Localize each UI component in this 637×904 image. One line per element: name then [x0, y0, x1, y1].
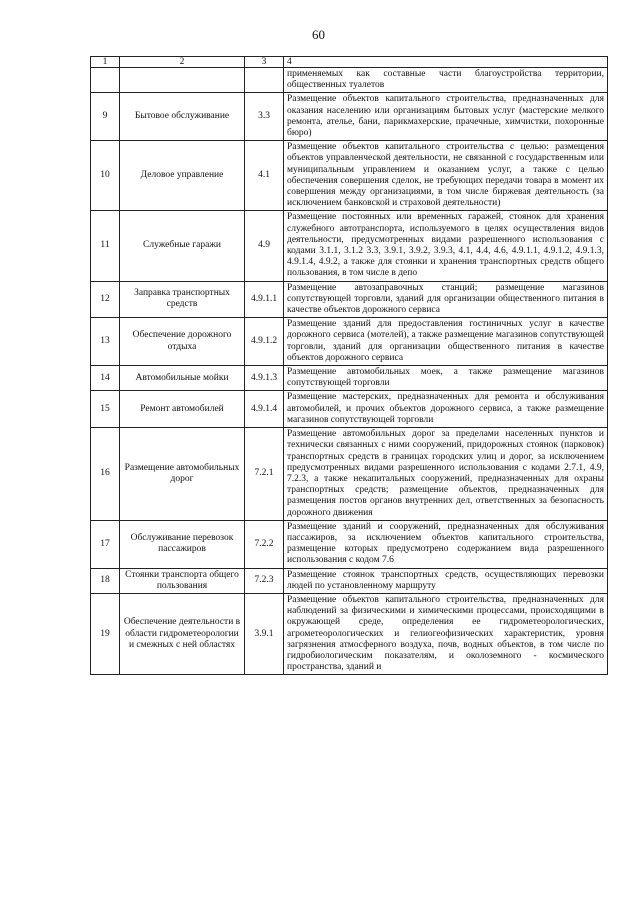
row-use-description: применяемых как составные части благоустройства территории, общественных туалетов	[284, 68, 608, 93]
row-use-name: Автомобильные мойки	[120, 366, 245, 391]
land-use-table	[90, 56, 608, 675]
row-use-name: Служебные гаражи	[120, 211, 245, 281]
row-use-description: Размещение объектов капитального строительства, предназначенных для оказания населению или организациям бытовых услуг (мастерские мелкого ремонта, ателье, бани, парикмахерские, прачечные, химчистки, похоронные бюро)	[284, 93, 608, 141]
row-use-description: Размещение автозаправочных станций; размещение магазинов сопутствующей торговли, зданий для организации общественного питания в качестве объектов дорожного сервиса	[284, 281, 608, 318]
table-row	[91, 593, 608, 674]
table-row	[91, 568, 608, 593]
page-number: 60	[312, 27, 325, 42]
row-use-description: Размещение объектов капитального строительства, предназначенных для наблюдений за физическими и химическими процессами, происходящими в окружающей среде, определения ее гидрометеорологических, агрометеорологических и гелиогеофизических характеристик, уровня загрязнения атмосферного воздуха, почв, водных объектов, в том числе по гидробиологическим показателям, и околоземного - космического пространства, зданий и	[284, 593, 608, 674]
row-use-description: Размещение зданий для предоставления гостиничных услуг в качестве дорожного сервиса (мотелей), а также размещение магазинов сопутствующей торговли, зданий для организации общественного питания в качестве объектов дорожного сервиса	[284, 318, 608, 366]
row-use-code: 4.9	[245, 211, 284, 281]
row-use-code: 7.2.3	[245, 568, 284, 593]
row-number: 10	[91, 141, 120, 211]
row-use-name: Ремонт автомобилей	[120, 391, 245, 428]
row-number: 9	[91, 93, 120, 141]
row-use-code: 7.2.2	[245, 520, 284, 568]
table-row	[91, 391, 608, 428]
table-header-row	[91, 57, 608, 68]
table-row	[91, 93, 608, 141]
table-row	[91, 281, 608, 318]
table-row	[91, 366, 608, 391]
row-use-code	[245, 68, 284, 93]
row-use-description: Размещение объектов капитального строительства с целью: размещения объектов управленческой деятельности, не связанной с государственным или муниципальным управлением и оказанием услуг, а также с целью обеспечения совершения сделок, не требующих передачи товара в момент их совершения между организациями, в том числе биржевая деятельность (за исключением банковской и страховой деятельности)	[284, 141, 608, 211]
row-number: 19	[91, 593, 120, 674]
row-number: 18	[91, 568, 120, 593]
row-use-name: Обеспечение дорожного отдыха	[120, 318, 245, 366]
table-row	[91, 211, 608, 281]
row-use-description: Размещение стоянок транспортных средств, осуществляющих перевозки людей по установленному маршруту	[284, 568, 608, 593]
row-number: 16	[91, 428, 120, 521]
header-col-2: 2	[120, 57, 245, 68]
table-row	[91, 318, 608, 366]
row-number	[91, 68, 120, 93]
table-row	[91, 68, 608, 93]
row-number: 12	[91, 281, 120, 318]
row-use-code: 3.9.1	[245, 593, 284, 674]
row-number: 17	[91, 520, 120, 568]
row-use-code: 4.9.1.3	[245, 366, 284, 391]
row-use-code: 4.9.1.2	[245, 318, 284, 366]
row-use-description: Размещение зданий и сооружений, предназначенных для обслуживания пассажиров, за исключением объектов капитального строительства, размещение которых предусмотрено содержанием вида разрешенного использования с кодом 7.6	[284, 520, 608, 568]
row-use-description: Размещение постоянных или временных гаражей, стоянок для хранения служебного автотранспорта, используемого в целях осуществления видов деятельности, предусмотренных видами разрешенного использования с кодами 3.1.1, 3.1.2 3.3, 3.9.1, 3.9.2, 3.9.3, 4.1, 4.4, 4.6, 4.9.1.1, 4.9.1.2, 4.9.1.3, 4.9.1.4, 4.9.2, а также для стоянки и хранения транспортных средств общего пользования, в том числе в депо	[284, 211, 608, 281]
row-use-name: Бытовое обслуживание	[120, 93, 245, 141]
row-number: 13	[91, 318, 120, 366]
row-use-name: Размещение автомобильных дорог	[120, 428, 245, 521]
header-col-1: 1	[91, 57, 120, 68]
row-use-name: Стоянки транспорта общего пользования	[120, 568, 245, 593]
table-row	[91, 520, 608, 568]
row-use-description: Размещение автомобильных дорог за пределами населенных пунктов и технически связанных с ними сооружений, придорожных стоянок (парковок) транспортных средств в границах городских улиц и дорог, за исключением предусмотренных видами разрешенного использования с кодами 2.7.1, 4.9, 7.2.3, а также некапитальных сооружений, предназначенных для охраны транспортных средств; размещение объектов, предназначенных для размещения постов органов внутренних дел, ответственных за безопасность дорожного движения	[284, 428, 608, 521]
row-use-description: Размещение автомобильных моек, а также размещение магазинов сопутствующей торговли	[284, 366, 608, 391]
row-use-name	[120, 68, 245, 93]
header-col-3: 3	[245, 57, 284, 68]
row-number: 15	[91, 391, 120, 428]
row-use-description: Размещение мастерских, предназначенных для ремонта и обслуживания автомобилей, и прочих объектов дорожного сервиса, а также размещение магазинов сопутствующей торговли	[284, 391, 608, 428]
table-row	[91, 428, 608, 521]
row-use-code: 4.1	[245, 141, 284, 211]
row-use-code: 4.9.1.4	[245, 391, 284, 428]
row-number: 14	[91, 366, 120, 391]
row-use-name: Обеспечение деятельности в области гидрометеорологии и смежных с ней областях	[120, 593, 245, 674]
row-number: 11	[91, 211, 120, 281]
row-use-name: Заправка транспортных средств	[120, 281, 245, 318]
row-use-code: 7.2.1	[245, 428, 284, 521]
header-col-4: 4	[284, 57, 608, 68]
table-row	[91, 141, 608, 211]
row-use-code: 4.9.1.1	[245, 281, 284, 318]
row-use-name: Обслуживание перевозок пассажиров	[120, 520, 245, 568]
row-use-code: 3.3	[245, 93, 284, 141]
row-use-name: Деловое управление	[120, 141, 245, 211]
